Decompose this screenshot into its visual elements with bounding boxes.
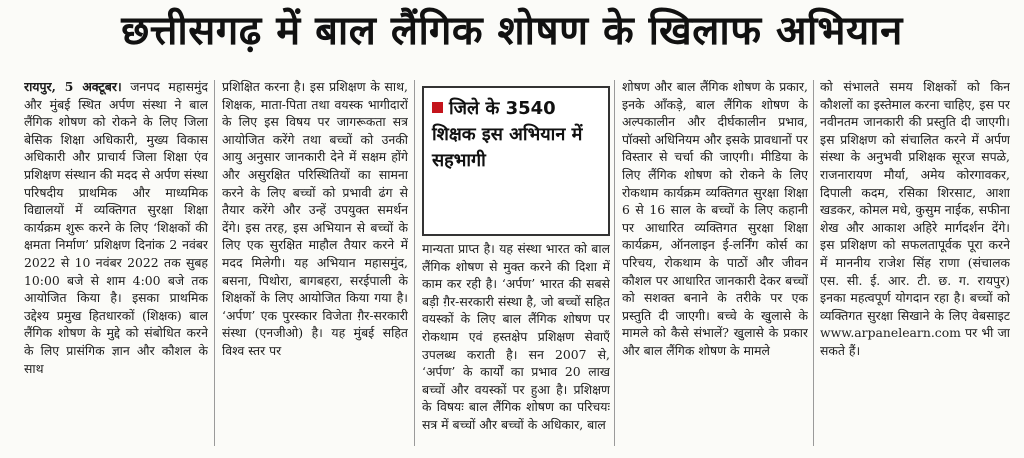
headline: छत्तीसगढ़ में बाल लैंगिक शोषण के खिलाफ अभियान xyxy=(121,8,903,54)
article-column-5 xyxy=(820,78,1010,448)
column-text: प्रशिक्षित करना है। इस प्रशिक्षण के साथ, शिक्षक, माता-पिता तथा वयस्क भागीदारों के लिए इस विषय पर जागरूकता सत्र आयोजित करेंगे तथा बच्चों को उनकी आयु अनुसार जानकारी देने में सक्षम होंगे और असुरक्षित परिस्थितियों का सामना करने के लिए बच्चों को प्रभावी ढंग से तैयार करेंगे और उन्हें उपयुक्त समर्थन देंगे। इस तरह, इस अभियान से बच्चों के लिए एक सुरक्षित माहौल तैयार करने में मदद मिलेगी। यह अभियान महासमुंद, बसना, पिथोरा, बागबहरा, सरईपाली के शिक्षकों के लिए आयोजित किया गया है। ‘अर्पण’ एक पुरस्कार विजेता ग़ैर-सरकारी संस्था (एनजीओ) है। यह मुंबई सहित विश्व स्तर पर xyxy=(222,79,408,358)
article-column-2 xyxy=(222,78,408,448)
article-column-4 xyxy=(622,78,808,448)
column-divider xyxy=(214,80,215,446)
article-column-3 xyxy=(422,240,610,448)
column-divider xyxy=(813,80,814,446)
article-column-1 xyxy=(24,78,208,448)
column-text: मान्यता प्राप्त है। यह संस्था भारत को बाल लैंगिक शोषण से मुक्त करने की दिशा में काम कर रही है। ‘अर्पण’ भारत की सबसे बड़ी ग़ैर-सरकारी संस्था है, जो बच्चों सहित वयस्कों के लिए बाल लैंगिक शोषण पर रोकथाम एवं हस्तक्षेप प्रशिक्षण सेवाएँ उपलब्ध कराती है। सन 2007 से, ‘अर्पण’ के कार्यों का प्रभाव 20 लाख बच्चों और वयस्कों पर हुआ है। प्रशिक्षण के विषयः बाल लैंगिक शोषण का परिचयः सत्र में बच्चों और बच्चों के अधिकार, बाल xyxy=(422,241,610,432)
column-text: शोषण और बाल लैंगिक शोषण के प्रकार, इनके आँकड़े, बाल लैंगिक शोषण के अल्पकालीन और दीर्घकालीन प्रभाव, पॉक्सो अधिनियम और इसके प्रावधानों पर विस्तार से चर्चा की जाएगी। मीडिया के लिए लैंगिक शोषण को रोकने के लिए रोकथाम कार्यक्रम व्यक्तिगत सुरक्षा शिक्षा 6 से 16 साल के बच्चों के लिए कहानी पर आधारित व्यक्तिगत सुरक्षा शिक्षा कार्यक्रम, ऑनलाइन ई-लर्निंग कोर्स का परिचय, रोकथाम के पाठों और जीवन कौशल पर आधारित जानकारी देकर बच्चों को सशक्त बनाने के तरीके पर एक प्रस्तुति दी जाएगी। बच्चे के खुलासे के मामले को कैसे संभालें? खुलासे के प्रकार और बाल लैंगिक शोषण के मामले xyxy=(622,79,808,358)
column-text: जनपद महासमुंद और मुंबई स्थित अर्पण संस्था ने बाल लैंगिक शोषण को रोकने के लिए जिला बेसिक शिक्षा अधिकारी, मुख्य विकास अधिकारी और प्राचार्य जिला शिक्षा एंव प्रशिक्षण संस्थान की मदद से अर्पण संस्था परिषदीय प्राथमिक और माध्यमिक विद्यालयों में व्यक्तिगत सुरक्षा शिक्षा कार्यक्रम शुरू करने के लिए ‘शिक्षकों की क्षमता निर्माण’ प्रशिक्षण दिनांक 2 नवंबर 2022 से 10 नवंबर 2022 तक सुबह 10:00 बजे से शाम 4:00 बजे तक आयोजित किया है। इसका प्राथमिक उद्देश्य प्रमुख हितधारकों (शिक्षक) बाल लैंगिक शोषण के मुद्दे को संबोधित करने के लिए प्रासंगिक ज्ञान और कौशल के साथ xyxy=(24,79,208,376)
pull-quote-box xyxy=(422,86,610,236)
column-divider xyxy=(414,80,415,446)
column-divider xyxy=(614,80,615,446)
column-text: को संभालते समय शिक्षकों को किन कौशलों का इस्तेमाल करना चाहिए, इस पर नवीनतम जानकारी की प्रस्तुति दी जाएगी। इस प्रशिक्षण को संचालित करने में अर्पण संस्था के अनुभवी प्रशिक्षक सूरज सपळे, राजनारायण मौर्या, अमेय कोरगावकर, दिपाली कदम, रसिका शिरसाट, आशा खडकर, कोमल मधे, कुसुम नाईक, सफीना शेख और आकाश अहिरे मार्गदर्शन देंगे। इस प्रशिक्षण को सफलतापूर्वक पूरा करने में माननीय राजेश सिंह राणा (संचालक एस. सी. ई. आर. टी. छ. ग. रायपुर) इनका महत्वपूर्ण योगदान रहा है। बच्चों को व्यक्तिगत सुरक्षा सिखाने के लिए वेबसाइट www.arpanelearn.com पर भी जा सकते हैं। xyxy=(820,79,1010,358)
red-square-icon xyxy=(432,102,443,113)
dateline: रायपुर, 5 अक्टूबर। xyxy=(24,79,122,94)
pull-quote-text: जिले के 3540 शिक्षक इस अभियान में सहभागी xyxy=(432,98,583,171)
